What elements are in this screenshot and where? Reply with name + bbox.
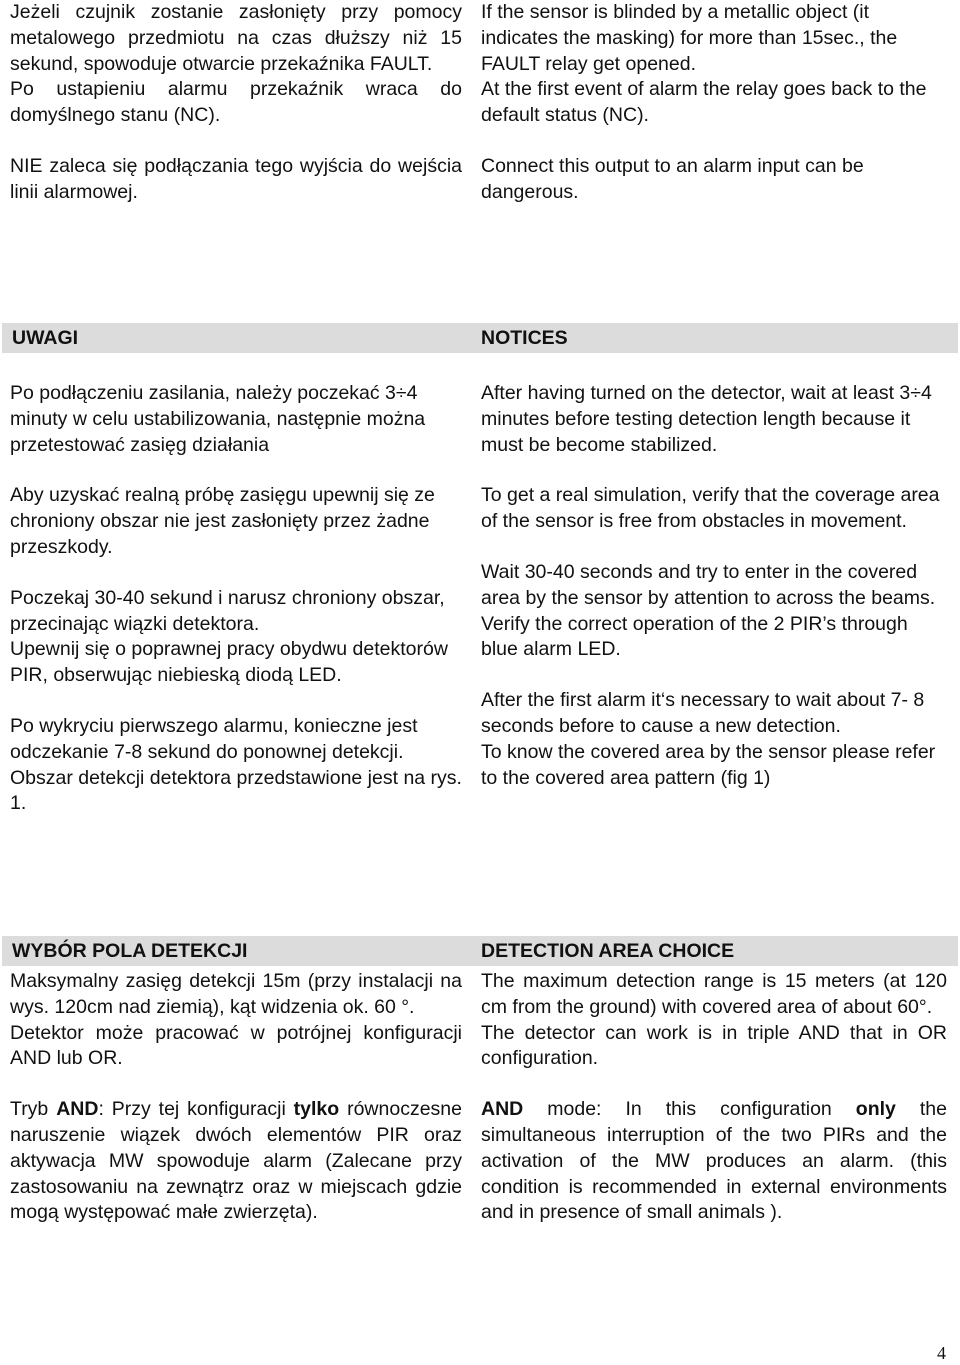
top-polish-column (10, 0, 462, 206)
notice-en-2: To get a real simulation, verify that the coverage area of the sensor is free from obstacles in movement. (481, 484, 940, 533)
notice-en-6: To know the covered area by the sensor please refer to the covered area pattern (fig 1) (481, 740, 936, 789)
notice-pl-1: Po podłączeniu zasilania, należy poczekać 3÷4 minuty w celu ustabilizowania, następnie można przetestować zasięg działania (10, 382, 426, 456)
notices-english-column (481, 381, 941, 791)
notice-en-5: After the first alarm it‘s necessary to wait about 7- 8 seconds before to cause a new detection. (481, 689, 925, 737)
detection-heading-en: DETECTION AREA CHOICE (481, 940, 735, 962)
notice-en-4: Verify the correct operation of the 2 PIR’s through blue alarm LED. (481, 612, 908, 661)
detection-config-pl: Detektor może pracować w potrójnej konfiguracji AND lub OR. (10, 1021, 462, 1070)
and-mode-en: AND mode: In this configuration only the simultaneous interruption of the two PIRs and the activation of the MW produces an alarm. (this condition is recommended in external environments and in presence of small animals ). (481, 1098, 947, 1224)
notice-en-3: Wait 30-40 seconds and try to enter in the covered area by the sensor by attention to across the beams. (481, 560, 936, 609)
warning-paragraph-pl: NIE zaleca się podłączania tego wyjścia do wejścia linii alarmowej. (10, 154, 462, 203)
reset-paragraph-en: At the first event of alarm the relay goes back to the default status (NC). (481, 78, 927, 127)
notice-en-1: After having turned on the detector, wait at least 3÷4 minutes before testing detection length because it must be become stabilized. (481, 382, 932, 456)
fault-paragraph-en: If the sensor is blinded by a metallic object (it indicates the masking) for more than 15sec., the FAULT relay get opened. (481, 1, 898, 75)
notices-header-bar (2, 323, 958, 353)
notice-pl-4: Upewnij się o poprawnej pracy obydwu detektorów PIR, obserwując niebieską diodą LED. (10, 638, 448, 687)
detection-heading-pl: WYBÓR POLA DETEKCJI (12, 940, 248, 962)
top-english-column (481, 0, 941, 206)
page-number: 4 (937, 1343, 946, 1363)
notices-heading-en: NOTICES (481, 327, 568, 349)
detection-english-column (481, 969, 947, 1226)
notice-pl-2: Aby uzyskać realną próbę zasięgu upewnij się ze chroniony obszar nie jest zasłonięty przez żadne przeszkody. (10, 484, 435, 558)
notices-heading-pl: UWAGI (12, 327, 79, 349)
and-mode-pl: Tryb AND: Przy tej konfiguracji tylko równoczesne naruszenie wiązek dwóch elementów PIR oraz aktywacja MW spowoduje alarm (Zalecane przy zastosowaniu na zewnątrz oraz w miejscach gdzie mogą występować małe zwierzęta). (10, 1098, 462, 1224)
fault-paragraph-pl: Jeżeli czujnik zostanie zasłonięty przy pomocy metalowego przedmiotu na czas dłuższy niż 15 sekund, spowoduje otwarcie przekaźnika FAULT. (10, 1, 462, 75)
notice-pl-5: Po wykryciu pierwszego alarmu, konieczne jest odczekanie 7-8 sekund do ponownej detekcji. (10, 714, 418, 763)
notices-polish-column (10, 381, 462, 817)
detection-range-en: The maximum detection range is 15 meters (at 120 cm from the ground) with covered area of about 60°. (481, 970, 947, 1018)
notice-pl-6: Obszar detekcji detektora przedstawione jest na rys. 1. (10, 766, 462, 815)
detection-polish-column (10, 969, 462, 1226)
detection-config-en: The detector can work is in triple AND that in OR configuration. (481, 1021, 947, 1070)
detection-range-pl: Maksymalny zasięg detekcji 15m (przy instalacji na wys. 120cm nad ziemią), kąt widzenia ok. 60 °. (10, 970, 462, 1018)
warning-paragraph-en: Connect this output to an alarm input can be dangerous. (481, 154, 864, 203)
reset-paragraph-pl: Po ustapieniu alarmu przekaźnik wraca do domyślnego stanu (NC). (10, 78, 462, 127)
notice-pl-3: Poczekaj 30-40 sekund i narusz chroniony obszar, przecinając wiązki detektora. (10, 586, 445, 635)
